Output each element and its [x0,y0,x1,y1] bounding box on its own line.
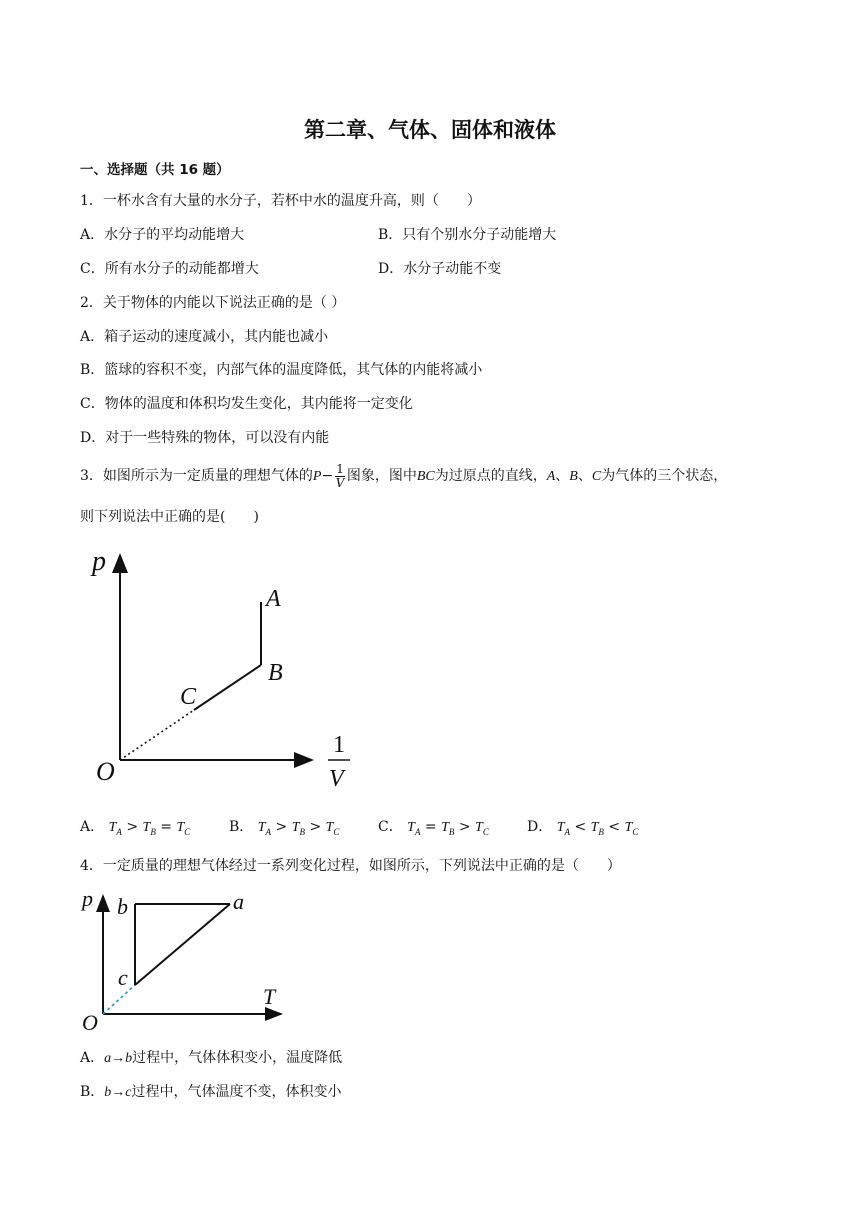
q3-stem [80,458,727,495]
q1-stem: 1．一杯水含有大量的水分子，若杯中水的温度升高，则（ ） [80,193,481,209]
q3-sep1: 、 [555,468,570,484]
section-heading: 一、选择题（共 16 题） [80,162,230,178]
q3-option-a-expr: $T_A > T_B = T_C$ [108,819,191,837]
q2-option-d: D．对于一些特殊的物体，可以没有内能 [80,430,330,446]
q4-stem: 4．一定质量的理想气体经过一系列变化过程，如图所示，下列说法中正确的是（ ） [80,858,621,874]
q4-option-b [80,1081,342,1101]
q3-option-b-expr: $T_A > T_B > T_C$ [257,819,340,837]
q3-origin-label: O [96,757,115,786]
q4-option-b-text: 过程中，气体温度不变，体积变小 [131,1084,342,1100]
q3-option-b [229,816,339,837]
q3-fraction [335,463,345,490]
q3-option-a-letter: A． [80,819,105,835]
q3-point-b: B [268,660,283,686]
q4-option-a-path: a→b [104,1051,133,1066]
q4-y-label: p [82,886,93,911]
q3-option-c-expr: $T_A = T_B > T_C$ [407,819,489,837]
q3-option-a [80,816,190,837]
q3-option-c [378,816,489,837]
q2-option-c: C．物体的温度和体积均发生变化，其内能将一定变化 [80,396,413,412]
q3-point-a: A [266,586,281,612]
q3-sep2: 、 [577,468,592,484]
page-title: 第二章、气体、固体和液体 [304,118,556,142]
q1-option-c: C．所有水分子的动能都增大 [80,261,259,277]
q3-dash: − [321,468,334,484]
q3-bc: BC [416,469,435,484]
q3-option-b-letter: B． [229,819,254,835]
q4-option-a-letter: A． [80,1050,105,1066]
q3-x-label-den: V [329,766,344,792]
q2-option-b: B．篮球的容积不变，内部气体的温度降低，其气体的内能将减小 [80,362,483,378]
q3-option-d-letter: D． [527,819,553,835]
q3-graph [80,540,380,800]
q3-stem-mid2: 为过原点的直线， [434,468,547,484]
q4-point-a: a [233,889,244,914]
q3-stem-post: 为气体的三个状态， [601,468,728,484]
q4-point-c: c [118,965,128,990]
q3-stem-line2: 则下列说法中正确的是( ) [80,509,259,525]
q1-option-b: B．只有个别水分子动能增大 [378,227,557,243]
q4-option-a-text: 过程中，气体体积变小，温度降低 [132,1050,343,1066]
q3-stem-pre: 3．如图所示为一定质量的理想气体的 [80,468,313,484]
q3-frac-num: 1 [336,461,344,476]
q2-stem: 2．关于物体的内能以下说法正确的是（ ） [80,295,346,311]
q4-option-b-letter: B． [80,1084,105,1100]
q4-option-a [80,1047,342,1067]
q3-p-var: P [312,469,322,484]
q3-line-bc [194,665,261,710]
q4-line-ca [135,904,230,985]
q4-option-b-path: b→c [104,1085,132,1100]
q3-x-label-num: 1 [333,732,345,758]
q3-option-c-letter: C． [378,819,403,835]
q2-option-a: A．箱子运动的速度减小，其内能也减小 [80,329,329,345]
q3-state-b: B [569,469,578,484]
q1-option-a: A．水分子的平均动能增大 [80,227,245,243]
q4-point-b: b [117,894,128,919]
q3-y-label: p [92,546,106,577]
q3-dotted-line [120,710,194,760]
q3-state-c: C [591,469,602,484]
q3-option-d-expr: $T_A < T_B < T_C$ [556,819,639,837]
q3-point-c: C [180,684,197,710]
q3-stem-mid: 图象，图中 [346,468,417,484]
q1-option-d: D．水分子动能不变 [378,261,502,277]
q4-x-label: T [263,984,276,1009]
q3-state-a: A [546,469,556,484]
q3-frac-den: V [335,475,345,490]
q4-graph [78,884,298,1034]
q3-option-d [527,816,638,837]
q4-origin-label: O [82,1010,98,1034]
